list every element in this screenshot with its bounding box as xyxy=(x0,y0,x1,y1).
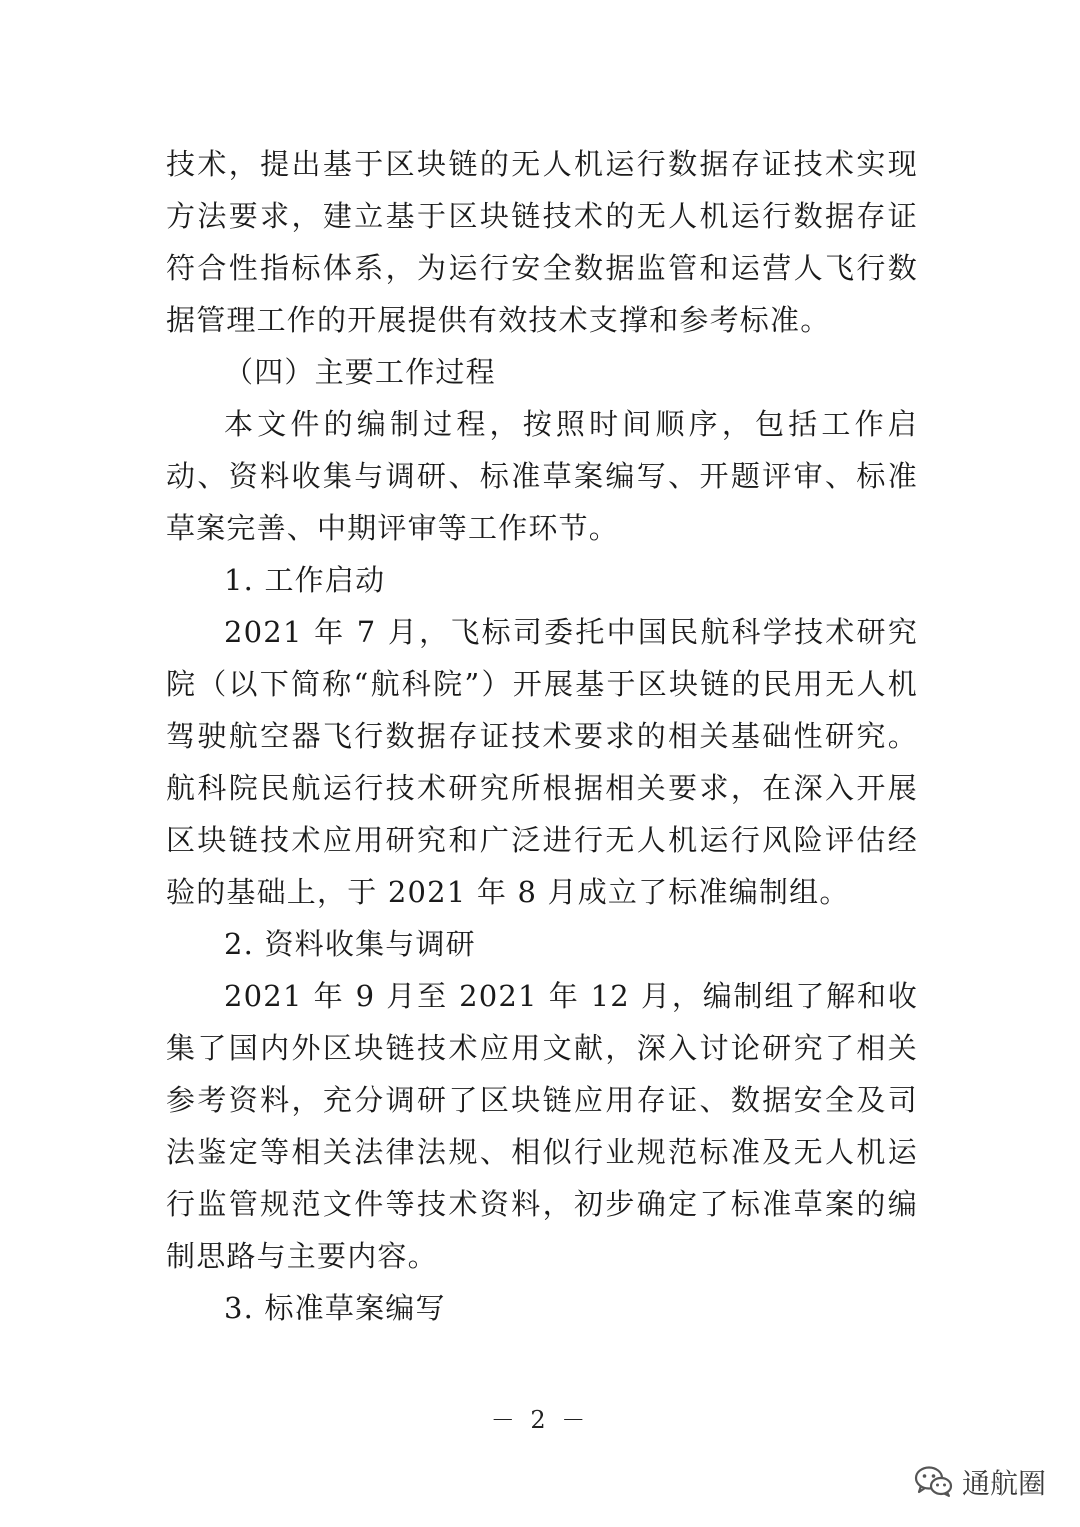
paragraph-overview: 本文件的编制过程，按照时间顺序，包括工作启动、资料收集与调研、标准草案编写、开题评审、标准草案完善、中期评审等工作环节。 xyxy=(166,407,918,545)
paragraph-work-start: 2021 年 7 月，飞标司委托中国民航科学技术研究院（以下简称“航科院”）开展基于区块链的民用无人机驾驶航空器飞行数据存证技术要求的相关基础性研究。航科院民航运行技术研究所根据相关要求，在深入开展区块链技术应用研究和广泛进行无人机运行风险评估经验的基础上，于 2021 年 8 月成立了标准编制组。 xyxy=(166,615,918,909)
wechat-icon xyxy=(914,1465,954,1499)
subheading-research: 2. 资料收集与调研 xyxy=(224,927,476,961)
paragraph-continuation: 技术，提出基于区块链的无人机运行数据存证技术实现方法要求，建立基于区块链技术的无人机运行数据存证符合性指标体系，为运行安全数据监管和运营人飞行数据管理工作的开展提供有效技术支撑和参考标准。 xyxy=(166,147,918,337)
body-text xyxy=(166,138,918,1334)
subheading-work-start: 1. 工作启动 xyxy=(224,563,386,597)
watermark-label: 通航圈 xyxy=(961,1467,1046,1500)
watermark xyxy=(914,1460,1046,1504)
section-heading: （四）主要工作过程 xyxy=(224,355,496,389)
page-number: － 2 － xyxy=(490,1406,590,1434)
subheading-draft-writing: 3. 标准草案编写 xyxy=(224,1291,446,1325)
paragraph-research: 2021 年 9 月至 2021 年 12 月，编制组了解和收集了国内外区块链技术应用文献，深入讨论研究了相关参考资料，充分调研了区块链应用存证、数据安全及司法鉴定等相关法律法规、相似行业规范标准及无人机运行监管规范文件等技术资料，初步确定了标准草案的编制思路与主要内容。 xyxy=(166,979,918,1273)
